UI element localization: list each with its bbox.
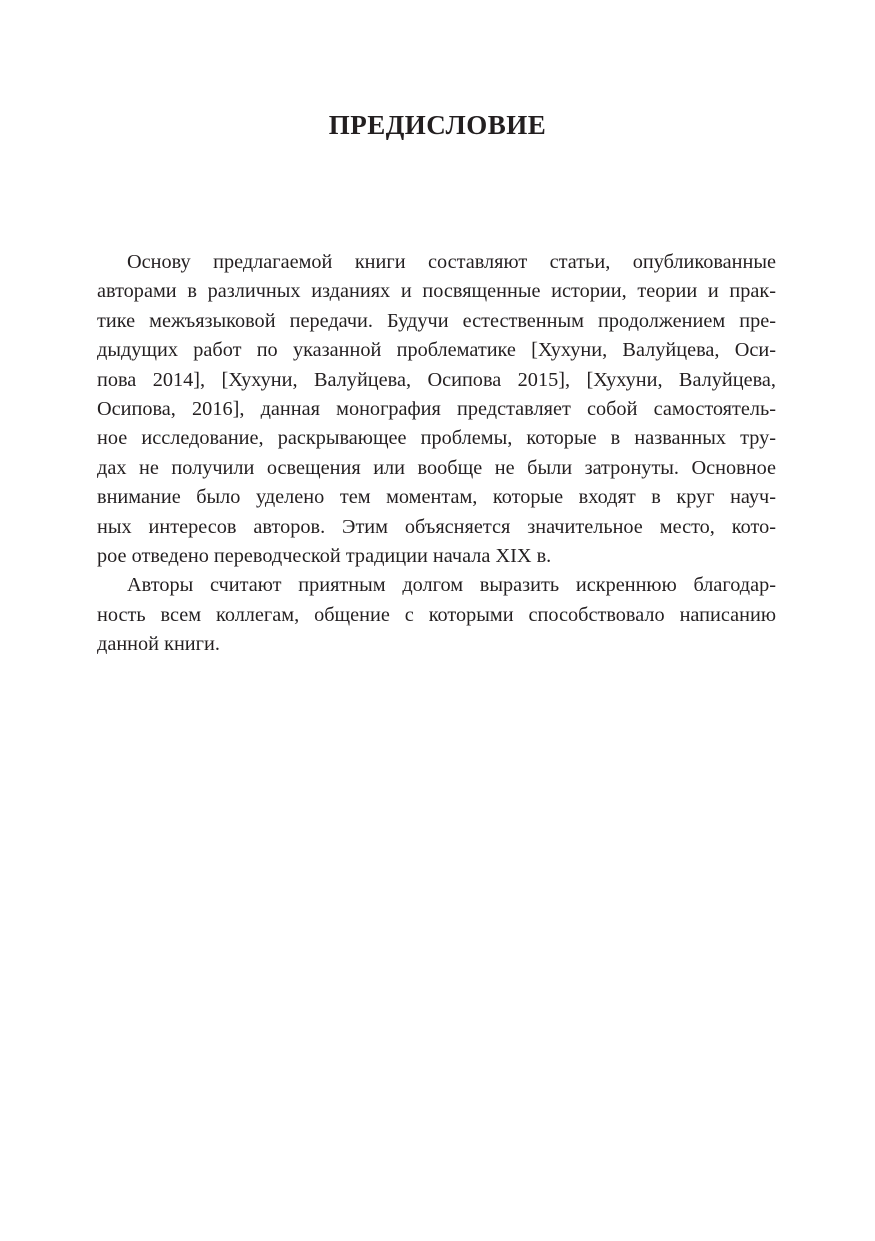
paragraph [97, 248, 776, 571]
body-text [97, 248, 776, 659]
paragraph-line: Основу предлагаемой книги составляют статьи, опубликованные [127, 251, 776, 273]
page-title: ПРЕДИСЛОВИЕ [328, 110, 547, 140]
paragraph-line: авторами в различных изданиях и посвященные истории, теории и прак- [97, 280, 776, 303]
paragraph-line: ность всем коллегам, общение с которыми способствовало написанию [97, 603, 776, 626]
paragraph-line: данной книги. [97, 633, 220, 656]
paragraph-line: внимание было уделено тем моментам, которые входят в круг науч- [97, 486, 776, 509]
paragraph-line: Осипова, 2016], данная монография представляет собой самостоятель- [97, 397, 776, 420]
paragraph-line: Авторы считают приятным долгом выразить искреннюю благодар- [127, 574, 776, 597]
paragraph-line: дах не получили освещения или вообще не были затронуты. Основное [97, 456, 776, 479]
paragraph-line: тике межъязыковой передачи. Будучи естественным продолжением пре- [97, 309, 776, 332]
paragraph-line: пова 2014], [Хухуни, Валуйцева, Осипова 2015], [Хухуни, Валуйцева, [97, 368, 776, 391]
paragraph-line: ное исследование, раскрывающее проблемы, которые в названных тру- [97, 427, 776, 450]
paragraph [97, 571, 776, 659]
paragraph-line: ных интересов авторов. Этим объясняется значительное место, кото- [97, 515, 776, 538]
paragraph-line: дыдущих работ по указанной проблематике [Хухуни, Валуйцева, Оси- [97, 339, 776, 362]
paragraph-line: рое отведено переводческой традиции начала XIX в. [97, 544, 552, 567]
